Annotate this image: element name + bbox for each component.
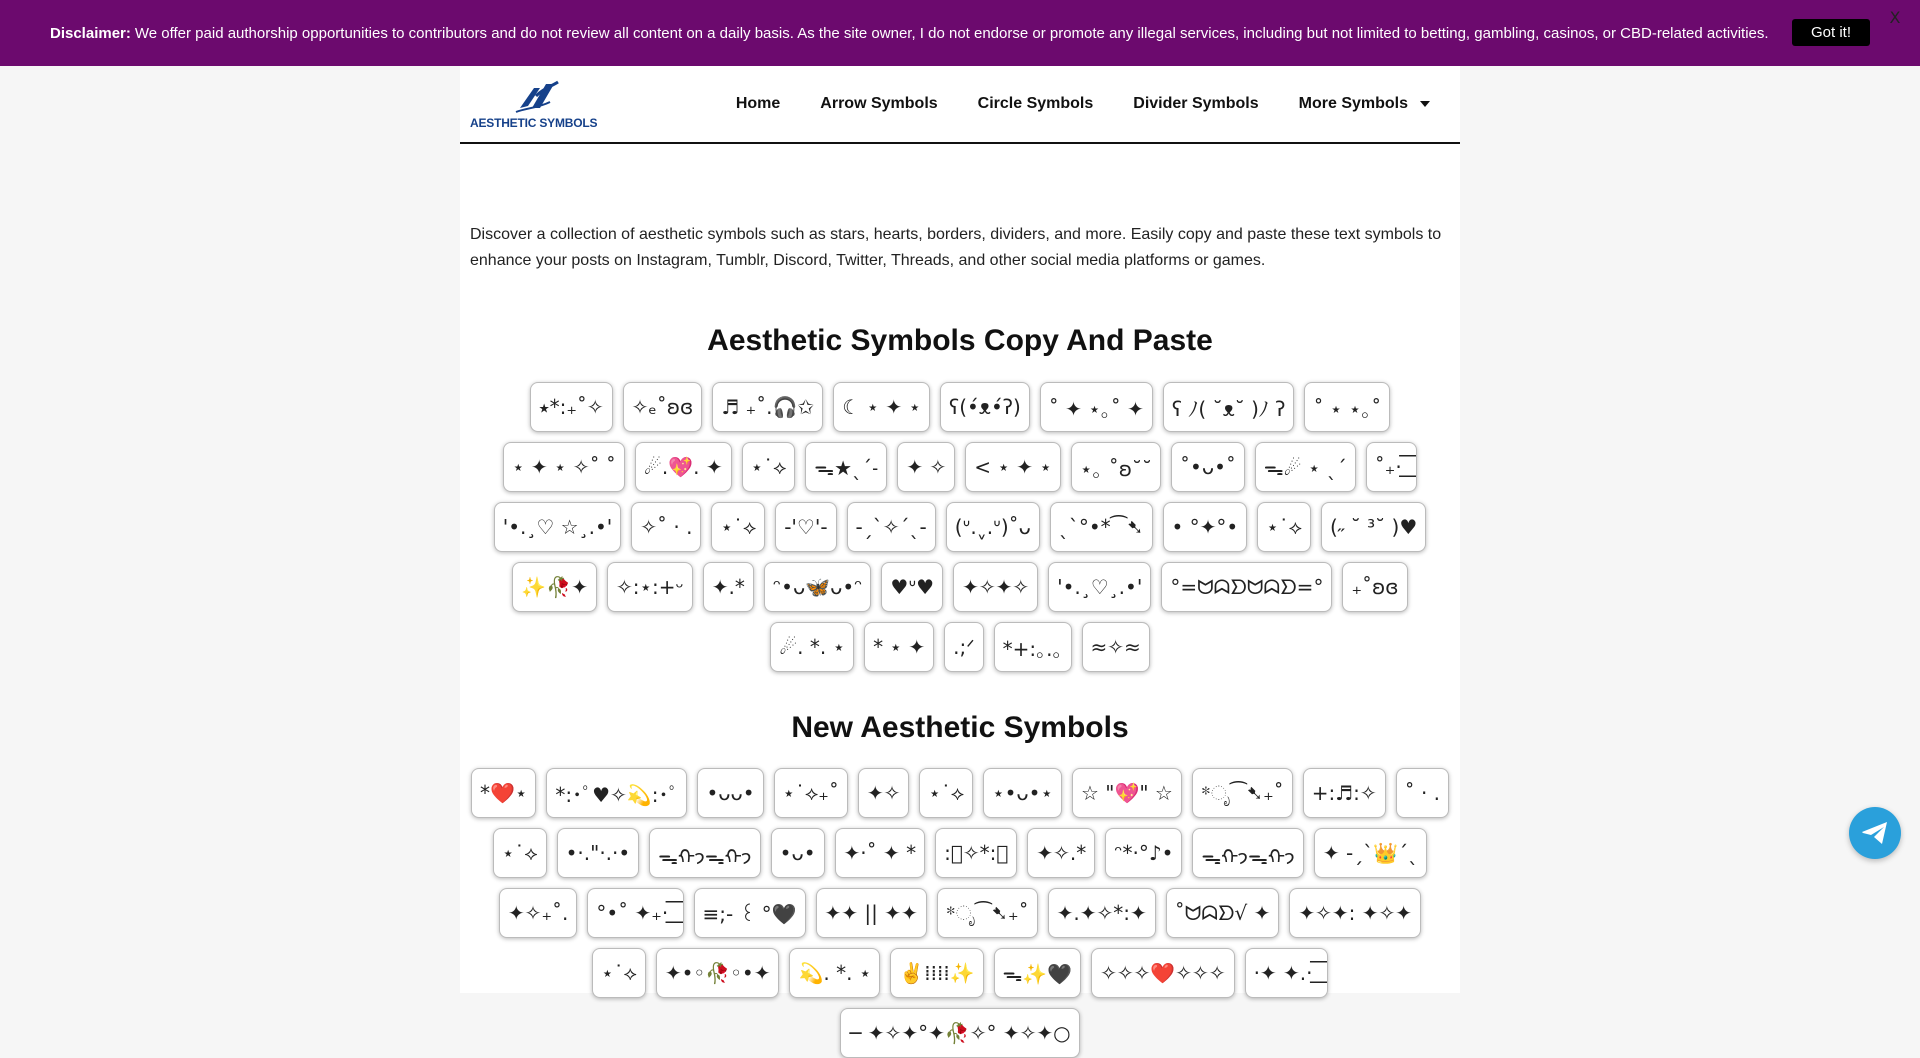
- symbol-copy-button[interactable]: ☆ "💖" ☆: [1072, 768, 1182, 818]
- symbol-copy-button[interactable]: ☄.💖. ✦: [635, 442, 732, 492]
- symbol-copy-button[interactable]: ⋆｡ ˚ʚ˘˘: [1071, 442, 1161, 492]
- symbol-copy-button[interactable]: ✦✦ || ✦✦: [816, 888, 927, 938]
- symbol-copy-button[interactable]: ✦✧.*: [1027, 828, 1095, 878]
- symbol-copy-button[interactable]: ⋆˙⟡: [711, 502, 765, 552]
- symbol-copy-button[interactable]: ✧˚ · .: [631, 502, 701, 552]
- site-logo[interactable]: [470, 78, 600, 132]
- symbol-copy-button[interactable]: ⋆˙⟡: [493, 828, 547, 878]
- main-nav: [696, 66, 1430, 142]
- symbol-copy-button[interactable]: ✦.*: [703, 562, 754, 612]
- symbol-copy-button[interactable]: :ﾟ✧*:ﾟ: [935, 828, 1017, 878]
- symbol-copy-button[interactable]: ˚•ᴗ•˚: [1171, 442, 1245, 492]
- symbol-copy-button[interactable]: (ᐡ.ˬ.ᐡ)˚ᴗ: [946, 502, 1040, 552]
- symbol-copy-button[interactable]: ✦✧✦: ✦✧✦: [1289, 888, 1421, 938]
- symbol-copy-button[interactable]: ✦•◦🥀◦•✦: [656, 948, 780, 998]
- symbol-copy-button[interactable]: *ೃ⁀➷₊˚: [1192, 768, 1293, 818]
- logo-mark-icon: [510, 78, 560, 116]
- symbol-copy-button[interactable]: ⋆ ✦ ⋆ ✧˚ ˚: [503, 442, 625, 492]
- symbol-copy-button[interactable]: * ⋆ ✦: [864, 622, 934, 672]
- symbol-copy-button[interactable]: ≡;- ꒰ °🖤: [694, 888, 806, 938]
- symbol-copy-button[interactable]: ⋆˙⟡: [592, 948, 646, 998]
- symbol-copy-button[interactable]: ˎˋ°•*⁀➷: [1050, 502, 1153, 552]
- symbol-copy-button[interactable]: ˚ ✦ ⋆｡˚ ✦: [1040, 382, 1153, 432]
- symbol-copy-button[interactable]: ᯓᡣ𐭩ᯓᡣ𐭩: [649, 828, 760, 878]
- symbol-copy-button[interactable]: '•.¸♡ ☆¸.•': [494, 502, 622, 552]
- symbol-copy-button[interactable]: *:･ﾟ♥✧💫:･ﾟ: [546, 768, 687, 818]
- symbol-copy-button[interactable]: ˚ ⋆ ⋆｡˚: [1304, 382, 1390, 432]
- symbol-copy-button[interactable]: ᯓ☄ ⋆ ˎˊ: [1255, 442, 1356, 492]
- symbol-copy-button[interactable]: ⋆•ᴗ•⋆: [983, 768, 1062, 818]
- symbol-copy-button[interactable]: ⋆˙⟡: [919, 768, 973, 818]
- symbol-copy-button[interactable]: ✦·˚ ✦ *: [835, 828, 926, 878]
- section-title-aesthetic-symbols: Aesthetic Symbols Copy And Paste: [707, 324, 1213, 357]
- symbol-copy-button[interactable]: ✌️⁞⁞⁞⁞✨: [890, 948, 983, 998]
- disclaimer-bar: [0, 0, 1920, 66]
- symbol-copy-button[interactable]: ♬ ₊˚.🎧✩: [712, 382, 823, 432]
- nav-divider-symbols[interactable]: Divider Symbols: [1133, 95, 1259, 112]
- chevron-down-icon: [1420, 101, 1430, 107]
- close-disclaimer-icon[interactable]: X: [1889, 8, 1901, 27]
- symbol-copy-button[interactable]: ♥ᐡ♥: [881, 562, 943, 612]
- symbol-copy-button[interactable]: (˶ ˘ ³˘ )♥: [1321, 502, 1426, 552]
- symbol-copy-button[interactable]: ✨🥀✦: [512, 562, 597, 612]
- symbol-copy-button[interactable]: ᯓ★ˎˊ˗: [805, 442, 887, 492]
- symbol-copy-button[interactable]: ☄. *. ⋆: [770, 622, 854, 672]
- symbol-copy-button[interactable]: ⋆˙⟡: [742, 442, 796, 492]
- nav-circle-symbols[interactable]: Circle Symbols: [977, 95, 1094, 112]
- symbol-copy-button[interactable]: ᯓ✨🖤: [994, 948, 1082, 998]
- symbol-copy-button[interactable]: +:♬:✧: [1303, 768, 1386, 818]
- symbol-copy-button[interactable]: ᯓᡣ𐭩ᯓᡣ𐭩: [1192, 828, 1303, 878]
- intro-text: Discover a collection of aesthetic symbols such as stars, hearts, borders, dividers, and more. Easily copy and paste these text symbols to enhance your posts on Instagram, Tumblr, Discord, Twitter, Threads, and other social media platforms or games.: [470, 226, 1442, 269]
- symbol-copy-button[interactable]: ✧:⋆:+ᵕ: [607, 562, 693, 612]
- nav-arrow-symbols[interactable]: Arrow Symbols: [820, 95, 938, 112]
- symbol-copy-button[interactable]: ₊˚ʚɞ: [1342, 562, 1407, 612]
- site-header: [460, 66, 1460, 144]
- symbol-copy-button[interactable]: ✦✧: [858, 768, 910, 818]
- symbol-copy-button[interactable]: •·."·.·•: [557, 828, 640, 878]
- symbol-copy-button[interactable]: ⋆˙⟡: [1257, 502, 1311, 552]
- symbol-copy-button[interactable]: ✦✧₊˚.: [499, 888, 577, 938]
- symbol-copy-button[interactable]: ✧ₑ˚ʚɞ: [623, 382, 703, 432]
- symbol-copy-button[interactable]: 💫. *. ⋆: [789, 948, 880, 998]
- symbol-copy-button[interactable]: -'♡'-: [775, 502, 836, 552]
- symbol-copy-button[interactable]: ✦.✦✧*:✦: [1048, 888, 1156, 938]
- page-container: [460, 66, 1460, 1045]
- symbol-copy-button[interactable]: •ᴗ•: [771, 828, 825, 878]
- symbol-copy-button[interactable]: -ˏˋ✧ˊˎ-: [847, 502, 936, 552]
- symbol-copy-button[interactable]: ʕ(•́ᴥ•́ʔ): [940, 382, 1030, 432]
- symbol-copy-button[interactable]: ✦ -ˏˋ👑ˊˎ: [1314, 828, 1427, 878]
- nav-home[interactable]: Home: [735, 95, 781, 112]
- symbol-copy-button[interactable]: '•.¸♡¸.•': [1048, 562, 1151, 612]
- symbol-copy-button[interactable]: ˚₊· ͟͟͞: [1366, 442, 1417, 492]
- symbol-copy-button[interactable]: •ᴗᴗ•: [697, 768, 763, 818]
- symbol-grid-new: [470, 768, 1450, 1058]
- symbol-copy-button[interactable]: ⋆˙⟡₊˚: [774, 768, 848, 818]
- symbol-copy-button[interactable]: • °✦°•: [1163, 502, 1248, 552]
- got-it-button[interactable]: Got it!: [1792, 19, 1870, 46]
- section-title-new-aesthetic-symbols: New Aesthetic Symbols: [791, 711, 1129, 744]
- symbol-copy-button[interactable]: ✦✧✦✧: [953, 562, 1038, 612]
- symbol-copy-button[interactable]: *+:｡.｡: [994, 622, 1072, 672]
- symbol-copy-button[interactable]: ✧✧✧❤️✧✧✧: [1091, 948, 1234, 998]
- symbol-copy-button[interactable]: ✦ ✧: [897, 442, 955, 492]
- logo-text: AESTHETIC SYMBOLS: [470, 116, 598, 130]
- symbol-copy-button[interactable]: °•˚ ✦₊· ͟͟͞: [587, 888, 683, 938]
- symbol-copy-button[interactable]: < ⋆ ✦ ⋆: [965, 442, 1061, 492]
- symbol-copy-button[interactable]: °=ᗢᗣᗤᗢᗣᗤ=°: [1161, 562, 1332, 612]
- symbol-copy-button[interactable]: ʕ ﾉ( ˘ᴥ˘ )ﾉ ʔ: [1163, 382, 1295, 432]
- disclaimer-text: We offer paid authorship opportunities to contributors and do not review all content on a daily basis. As the site owner, I do not endorse or promote any illegal services, including but not limited to betting, gambling, casinos, or CBD-related activities.: [134, 24, 1769, 42]
- symbol-copy-button[interactable]: ᵔ*·°♪•: [1105, 828, 1182, 878]
- telegram-button[interactable]: [1849, 807, 1901, 859]
- telegram-icon: [1860, 820, 1890, 846]
- symbol-grid-aesthetic: [470, 382, 1450, 672]
- symbol-copy-button[interactable]: ─ ✦✧✦°✦🥀✧° ✦✧✦○: [840, 1008, 1079, 1058]
- symbol-copy-button[interactable]: ☾ ⋆ ✦ ⋆: [833, 382, 930, 432]
- nav-more-label: More Symbols: [1298, 95, 1408, 112]
- symbol-copy-button[interactable]: ≈✧≈: [1082, 622, 1150, 672]
- symbol-copy-button[interactable]: *❤️⋆: [471, 768, 536, 818]
- symbol-copy-button[interactable]: ⭑*:₊˚✧: [530, 382, 613, 432]
- symbol-copy-button[interactable]: ˚ · .: [1396, 768, 1449, 818]
- symbol-copy-button[interactable]: .;ᐟ: [944, 622, 984, 672]
- symbol-copy-button[interactable]: ·✦ ✦.· ͟͟͞: [1245, 948, 1328, 998]
- nav-more-symbols[interactable]: [1299, 95, 1430, 113]
- symbol-copy-button[interactable]: ᵔ•ᴗ🦋ᴗ•ᵔ: [764, 562, 872, 612]
- symbol-copy-button[interactable]: ˚ᗢᗣᗤ√ ✦: [1166, 888, 1280, 938]
- symbol-copy-button[interactable]: *ೃ⁀➷₊˚: [937, 888, 1038, 938]
- disclaimer-label: Disclaimer:: [50, 24, 131, 42]
